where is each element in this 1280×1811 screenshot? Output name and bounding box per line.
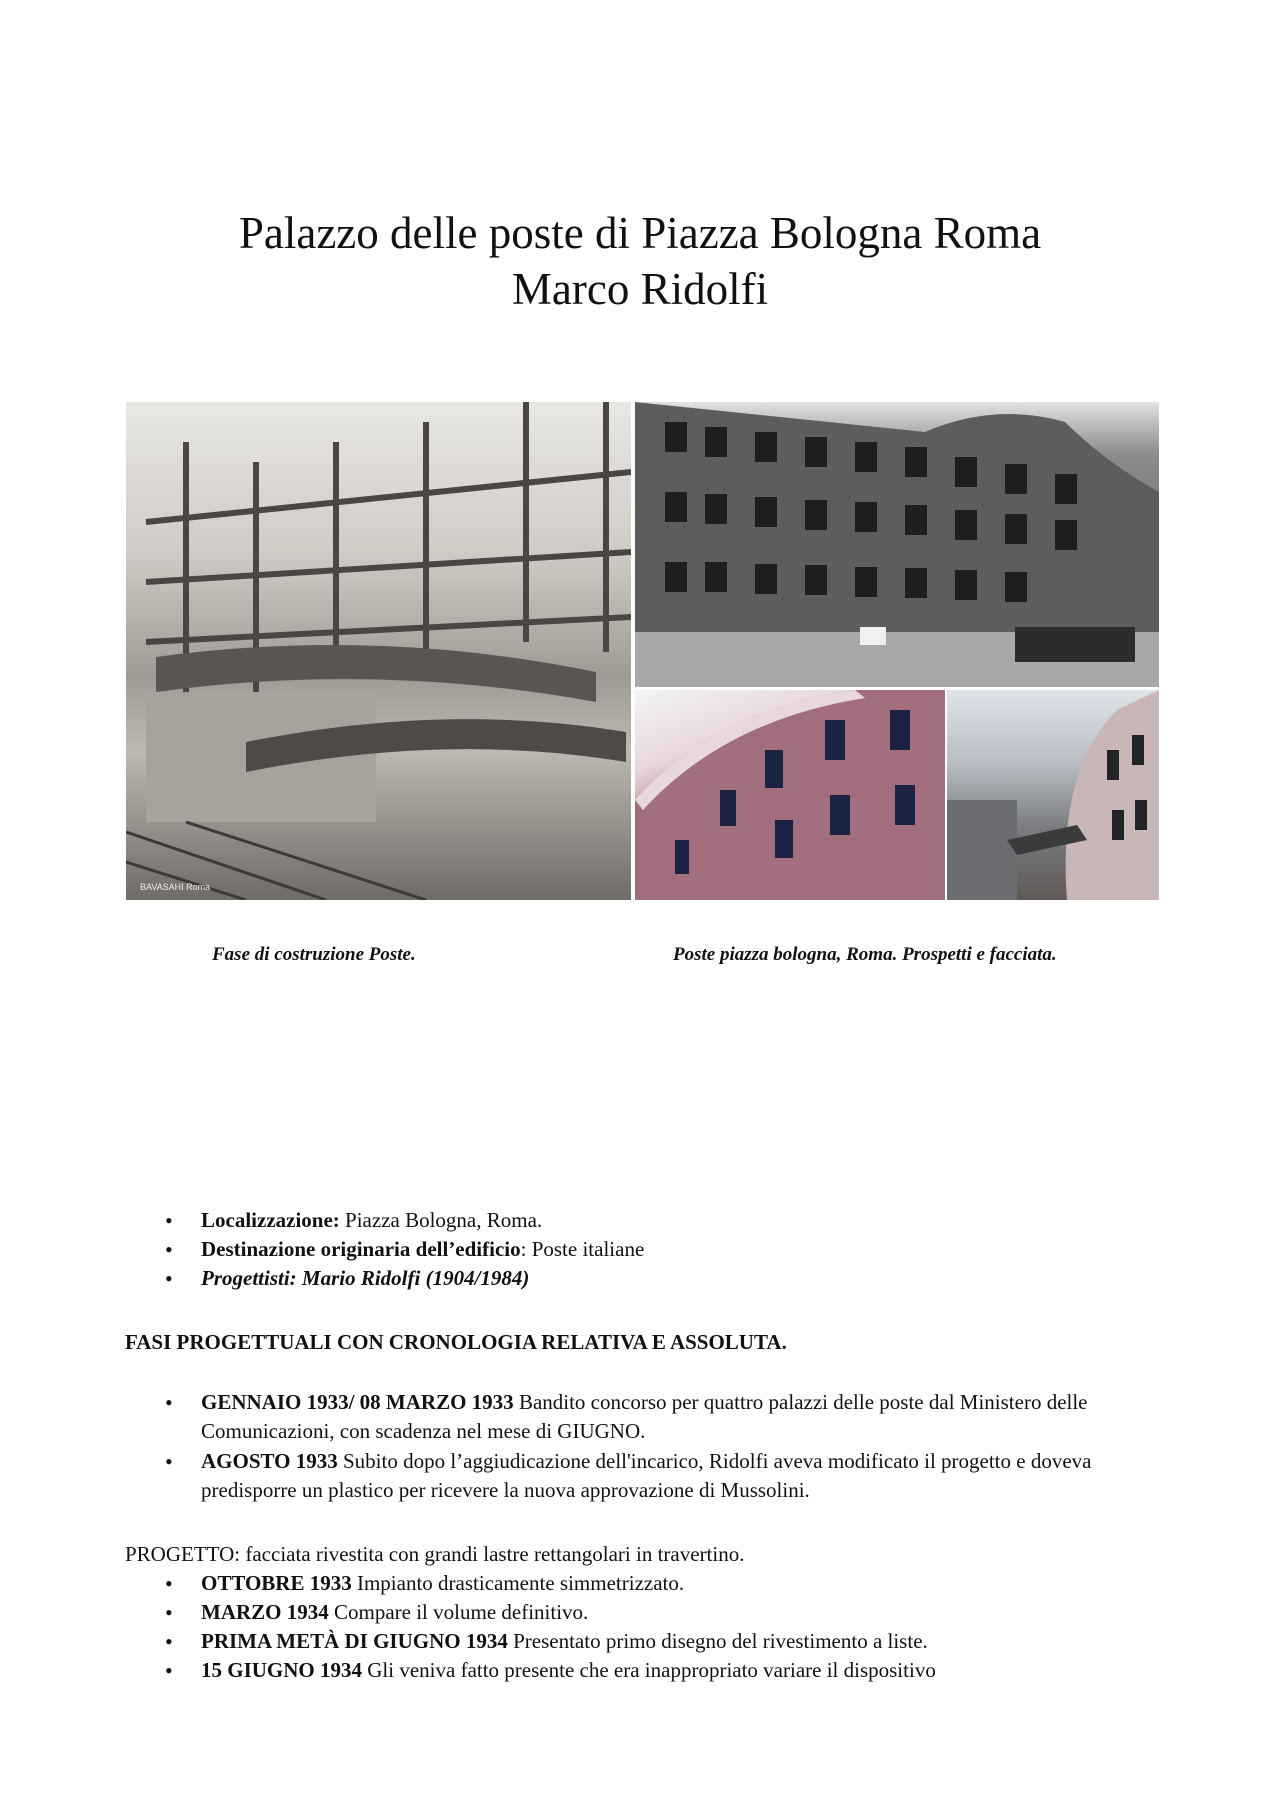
phase-text: Bandito concorso per quattro palazzi delle poste dal Ministero delle Comunicazioni, con scadenza nel mese di GIUGNO.	[201, 1390, 1088, 1443]
info-label: Destinazione originaria dell’edificio	[201, 1237, 521, 1261]
bullet-icon: •	[165, 1390, 173, 1415]
progetto-text: Gli veniva fatto presente che era inappropriato variare il dispositivo	[362, 1658, 936, 1682]
phase-date: AGOSTO 1933	[201, 1449, 338, 1473]
list-item	[125, 1235, 1165, 1264]
facade-bw-photo	[635, 402, 1159, 687]
list-item	[125, 1656, 1165, 1685]
list-item	[125, 1206, 1165, 1235]
construction-photo	[126, 402, 631, 900]
list-item	[125, 1388, 1165, 1446]
info-label: Localizzazione:	[201, 1208, 340, 1232]
progetto-date: MARZO 1934	[201, 1600, 329, 1624]
bullet-icon: •	[165, 1208, 173, 1233]
info-value: Piazza Bologna, Roma.	[339, 1208, 543, 1232]
bullet-icon: •	[165, 1571, 173, 1596]
progetto-text: Impianto drasticamente simmetrizzato.	[351, 1571, 685, 1595]
list-item	[125, 1264, 1165, 1293]
progetto-date: OTTOBRE 1933	[201, 1571, 352, 1595]
page-title	[0, 205, 1280, 317]
info-value: : Poste italiane	[520, 1237, 645, 1261]
title-line-1: Palazzo delle poste di Piazza Bologna Roma	[238, 208, 1042, 258]
facade-pink-photo	[635, 690, 945, 900]
progetto-date: PRIMA METÀ DI GIUGNO 1934	[201, 1629, 508, 1653]
title-line-2: Marco Ridolfi	[511, 264, 769, 314]
bullet-icon: •	[165, 1266, 173, 1291]
phase-date: GENNAIO 1933/ 08 MARZO 1933	[201, 1390, 514, 1414]
progetto-text: Compare il volume definitivo.	[328, 1600, 589, 1624]
caption-construction: Fase di costruzione Poste.	[212, 944, 416, 965]
progetto-paragraph: PROGETTO: facciata rivestita con grandi lastre rettangolari in travertino.	[125, 1542, 745, 1566]
progetto-date: 15 GIUGNO 1934	[201, 1658, 363, 1682]
info-list	[125, 1206, 1165, 1293]
bullet-icon: •	[165, 1658, 173, 1683]
list-item	[125, 1598, 1165, 1627]
bullet-icon: •	[165, 1629, 173, 1654]
bullet-icon: •	[165, 1449, 173, 1474]
corner-photo-drawing	[947, 690, 1159, 900]
caption-facade: Poste piazza bologna, Roma. Prospetti e facciata.	[673, 944, 1057, 965]
phases-list	[125, 1388, 1165, 1506]
progetto-list	[125, 1569, 1165, 1685]
photo-stamp: BAVASAHI Roma	[140, 882, 211, 892]
facade-pink-photo-drawing	[635, 690, 945, 900]
construction-photo-drawing	[126, 402, 631, 900]
bullet-icon: •	[165, 1237, 173, 1262]
phases-heading: FASI PROGETTUALI CON CRONOLOGIA RELATIVA E ASSOLUTA.	[125, 1330, 787, 1354]
info-label: Progettisti: Mario Ridolfi (1904/1984)	[201, 1266, 530, 1290]
facade-bw-photo-drawing	[635, 402, 1159, 687]
bullet-icon: •	[165, 1600, 173, 1625]
list-item	[125, 1569, 1165, 1598]
list-item	[125, 1447, 1165, 1505]
phase-text: Subito dopo l’aggiudicazione dell'incarico, Ridolfi aveva modificato il progetto e doveva predisporre un plastico per ricevere la nuova approvazione di Mussolini.	[201, 1449, 1092, 1502]
progetto-text: Presentato primo disegno del rivestimento a liste.	[507, 1629, 928, 1653]
corner-photo	[947, 690, 1159, 900]
list-item	[125, 1627, 1165, 1656]
